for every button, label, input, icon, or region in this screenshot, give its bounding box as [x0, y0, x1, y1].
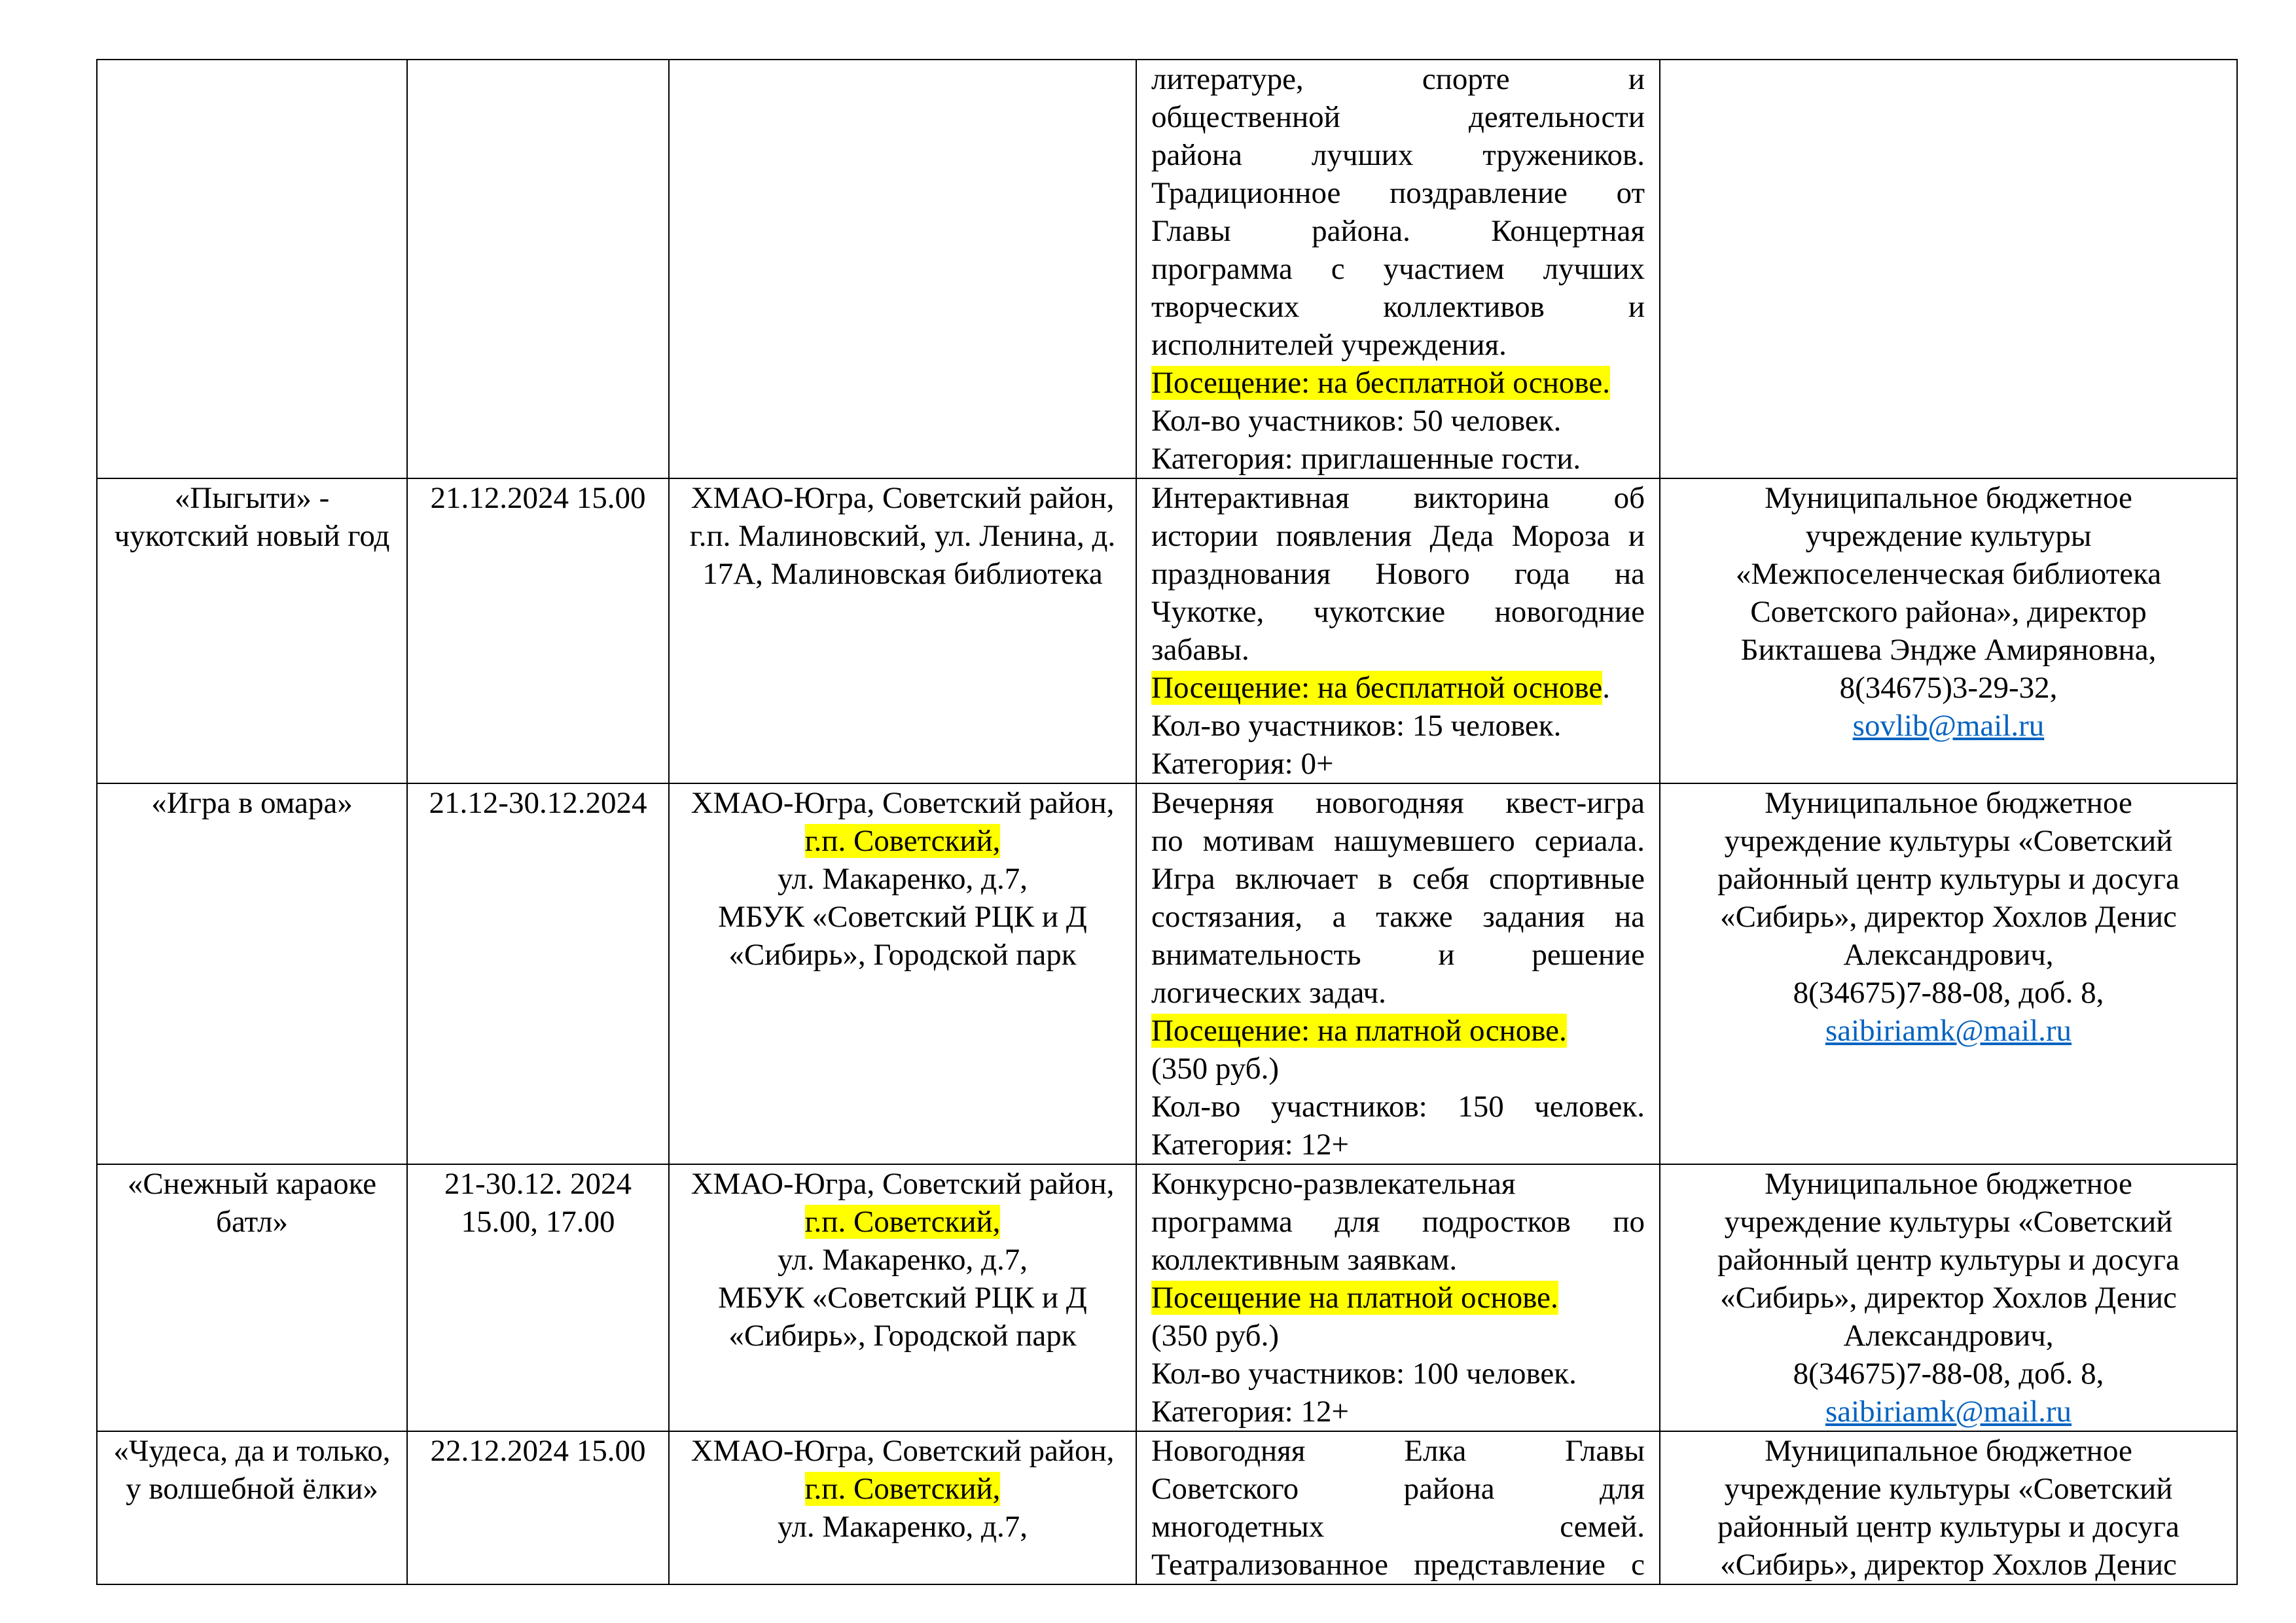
event-date-cell	[407, 1164, 669, 1431]
age-category: Категория: 12+	[1151, 1395, 1349, 1429]
visit-line	[1151, 1012, 1645, 1050]
organizer-line: районный центр культуры и досуга	[1717, 1243, 2179, 1277]
description-line: истории появления Деда Мороза и	[1151, 519, 1645, 553]
participants-count: Кол-во участников: 15 человек.	[1151, 709, 1562, 743]
participants-count: Кол-во участников: 150 человек.	[1151, 1090, 1645, 1124]
organizer-line: «Сибирь», директор Хохлов Денис	[1720, 1281, 2177, 1315]
event-description-cell	[1136, 783, 1660, 1164]
organizer-line: Александрович,	[1843, 1319, 2054, 1353]
place-town-highlight: г.п. Советский,	[804, 1205, 1001, 1239]
organizer-line: учреждение культуры	[1805, 519, 2092, 553]
organizer-email-link[interactable]: saibiriamk@mail.ru	[1825, 1014, 2072, 1048]
organizer-line: Александрович,	[1843, 938, 2054, 972]
event-name: «Игра в омара»	[151, 786, 353, 820]
place-region: ХМАО-Югра, Советский район,	[691, 1167, 1115, 1201]
organizer-line: Муниципальное бюджетное	[1765, 481, 2132, 515]
event-description-cell	[1136, 478, 1660, 783]
event-place-cell	[669, 1431, 1136, 1584]
description-line: района лучших тружеников.	[1151, 138, 1645, 172]
organizer-phone: 8(34675)3-29-32,	[1839, 671, 2058, 705]
organizer-line: «Сибирь», директор Хохлов Денис	[1720, 900, 2177, 934]
table-row	[97, 1164, 2237, 1431]
table-row	[97, 478, 2237, 783]
visit-line	[1151, 669, 1645, 707]
description-line: Интерактивная викторина об	[1151, 481, 1645, 515]
table-row	[97, 1431, 2237, 1584]
organizer-line: учреждение культуры «Советский	[1724, 824, 2173, 858]
event-date-cell	[407, 60, 669, 478]
description-line: Советского района для	[1151, 1472, 1645, 1506]
event-place-cell	[669, 478, 1136, 783]
description-line: празднования Нового года на	[1151, 557, 1645, 591]
organizer-line: учреждение культуры «Советский	[1724, 1205, 2173, 1239]
visit-tail: .	[1602, 671, 1610, 705]
event-place: ХМАО-Югра, Советский район, г.п. Малиновский, ул. Ленина, д. 17А, Малиновская библиотека	[689, 481, 1116, 591]
event-date-cell	[407, 783, 669, 1164]
organizer-line: Бикташева Эндже Амиряновна,	[1740, 633, 2157, 667]
event-description-cell	[1136, 60, 1660, 478]
participants-count: Кол-во участников: 100 человек.	[1151, 1357, 1577, 1391]
event-date: 22.12.2024 15.00	[430, 1434, 646, 1468]
description-line: Новогодняя Елка Главы	[1151, 1434, 1645, 1468]
description-line: Главы района. Концертная	[1151, 214, 1645, 248]
participants-count: Кол-во участников: 50 человек.	[1151, 404, 1562, 438]
description-line: многодетных семей.	[1151, 1510, 1645, 1544]
description-line: состязания, а также задания на	[1151, 900, 1645, 934]
event-name-cell	[97, 1431, 407, 1584]
place-town-highlight: г.п. Советский,	[804, 824, 1001, 858]
event-name: «Чудеса, да и только, у волшебной ёлки»	[113, 1434, 391, 1506]
description-line: Чукотке, чукотские новогодние	[1151, 595, 1645, 629]
organizer-phone: 8(34675)7-88-08, доб. 8,	[1793, 976, 2104, 1010]
description-line: литературе, спорте и	[1151, 62, 1645, 96]
description-line: внимательность и решение	[1151, 938, 1645, 972]
description-line: Конкурсно-развлекательная	[1151, 1167, 1516, 1201]
organizer-cell	[1660, 60, 2237, 478]
organizer-line: Муниципальное бюджетное	[1765, 786, 2132, 820]
place-line: МБУК «Советский РЦК и Д	[718, 900, 1087, 934]
description-line: логических задач.	[1151, 976, 1386, 1010]
visit-highlight: Посещение: на бесплатной основе.	[1151, 366, 1610, 400]
event-name-cell	[97, 60, 407, 478]
place-line: ул. Макаренко, д.7,	[778, 1243, 1028, 1277]
events-table	[96, 59, 2238, 1585]
age-category: Категория: 12+	[1151, 1128, 1349, 1162]
place-line: МБУК «Советский РЦК и Д	[718, 1281, 1087, 1315]
description-line: Вечерняя новогодняя квест-игра	[1151, 786, 1645, 820]
organizer-line: районный центр культуры и досуга	[1717, 862, 2179, 896]
place-region: ХМАО-Югра, Советский район,	[691, 1434, 1115, 1468]
price: (350 руб.)	[1151, 1052, 1279, 1086]
organizer-line: «Межпоселенческая библиотека	[1735, 557, 2162, 591]
organizer-cell	[1660, 1431, 2237, 1584]
event-place-cell	[669, 1164, 1136, 1431]
event-place-cell	[669, 783, 1136, 1164]
organizer-email-link[interactable]: sovlib@mail.ru	[1852, 709, 2045, 743]
age-category: Категория: 0+	[1151, 747, 1334, 781]
organizer-line: районный центр культуры и досуга	[1717, 1510, 2179, 1544]
place-line: «Сибирь», Городской парк	[728, 938, 1077, 972]
place-region: ХМАО-Югра, Советский район,	[691, 786, 1115, 820]
event-description-cell	[1136, 1431, 1660, 1584]
organizer-line: «Сибирь», директор Хохлов Денис	[1720, 1548, 2177, 1582]
age-category: Категория: приглашенные гости.	[1151, 442, 1581, 476]
description-line: по мотивам нашумевшего сериала.	[1151, 824, 1645, 858]
visit-highlight: Посещение: на бесплатной основе	[1151, 671, 1603, 705]
visit-highlight: Посещение на платной основе.	[1151, 1281, 1558, 1315]
description-line: забавы.	[1151, 633, 1249, 667]
visit-line	[1151, 364, 1645, 402]
place-line: ул. Макаренко, д.7,	[778, 1510, 1028, 1544]
description-line: исполнителей учреждения.	[1151, 328, 1507, 362]
visit-highlight: Посещение: на платной основе.	[1151, 1014, 1567, 1048]
description-line: программа для подростков по	[1151, 1205, 1645, 1239]
description-line: программа с участием лучших	[1151, 252, 1645, 286]
description-line: Театрализованное представление с	[1151, 1548, 1645, 1582]
organizer-line: Советского района», директор	[1750, 595, 2147, 629]
event-date: 21.12.2024 15.00	[430, 481, 646, 515]
organizer-line: Муниципальное бюджетное	[1765, 1167, 2132, 1201]
event-name: «Снежный караоке батл»	[127, 1167, 377, 1239]
event-name-cell	[97, 478, 407, 783]
event-date-cell	[407, 1431, 669, 1584]
event-place-cell	[669, 60, 1136, 478]
description-line: Игра включает в себя спортивные	[1151, 862, 1645, 896]
event-date: 21.12-30.12.2024	[429, 786, 647, 820]
event-description-cell	[1136, 1164, 1660, 1431]
description-line: коллективным заявкам.	[1151, 1243, 1458, 1277]
table-row	[97, 60, 2237, 478]
place-town-highlight: г.п. Советский,	[804, 1472, 1001, 1506]
place-line: ул. Макаренко, д.7,	[778, 862, 1028, 896]
organizer-cell	[1660, 478, 2237, 783]
description-line: Традиционное поздравление от	[1151, 176, 1645, 210]
event-name-cell	[97, 783, 407, 1164]
organizer-line: Муниципальное бюджетное	[1765, 1434, 2132, 1468]
description-line: общественной деятельности	[1151, 100, 1645, 134]
organizer-cell	[1660, 783, 2237, 1164]
visit-line	[1151, 1279, 1645, 1317]
event-name-cell	[97, 1164, 407, 1431]
organizer-phone: 8(34675)7-88-08, доб. 8,	[1793, 1357, 2104, 1391]
price: (350 руб.)	[1151, 1319, 1279, 1353]
event-name: «Пыгыти» - чукотский новый год	[114, 481, 390, 553]
table-row	[97, 783, 2237, 1164]
place-line: «Сибирь», Городской парк	[728, 1319, 1077, 1353]
event-date-cell	[407, 478, 669, 783]
organizer-line: учреждение культуры «Советский	[1724, 1472, 2173, 1506]
organizer-email-link[interactable]: saibiriamk@mail.ru	[1825, 1395, 2072, 1429]
organizer-cell	[1660, 1164, 2237, 1431]
description-line: творческих коллективов и	[1151, 290, 1645, 324]
event-date: 21-30.12. 2024 15.00, 17.00	[444, 1167, 632, 1239]
